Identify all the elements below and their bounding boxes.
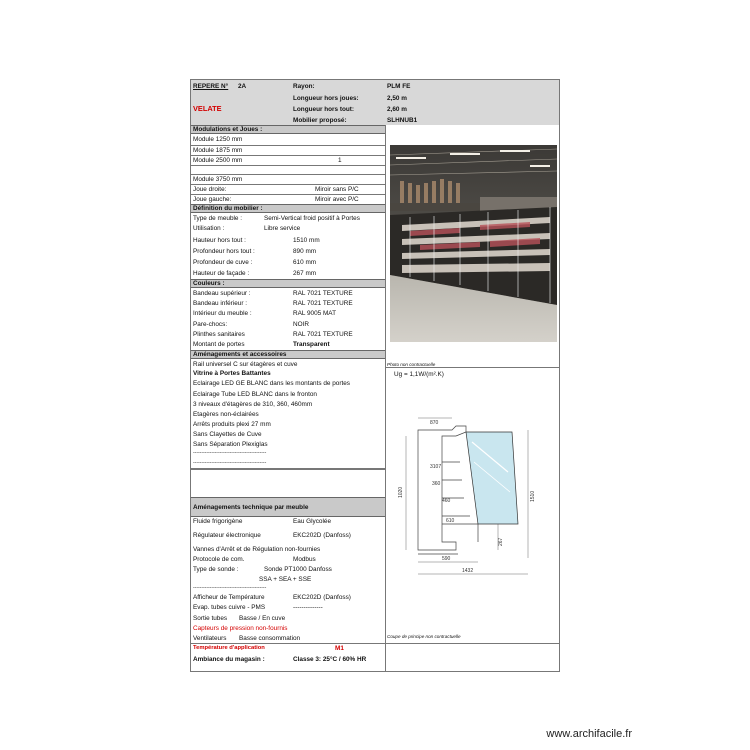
rayon-value: PLM FE [387,83,411,90]
sortie-value: Basse / En cuve [239,615,286,622]
amenagement-line: Eclairage LED GE BLANC dans les montants de portes [193,380,351,387]
temperature-value: M1 [335,645,344,652]
hauteur-label: Hauteur hors tout : [193,237,246,244]
protocole-value: Modbus [293,556,316,563]
ambiance-value: Classe 3: 25°C / 60% HR [293,656,367,663]
mobilier-value: SLHNUB1 [387,117,418,124]
section-couleurs: Couleurs : [191,279,385,288]
row-line [191,155,385,156]
longueur-joues-value: 2,50 m [387,95,407,102]
row-line [191,174,385,175]
profondeur-value: 890 mm [293,248,317,255]
couleur-value: RAL 7021 TEXTURE [293,331,353,338]
brand-name: VELATE [193,104,222,113]
row-line [191,184,385,185]
profondeur-cuve-value: 610 mm [293,259,317,266]
dash-line: -------------------------------------------- [193,460,267,466]
longueur-tout-label: Longueur hors tout: [293,106,355,113]
fluide-value: Eau Glycolée [293,518,332,525]
cabinet-outline [418,426,466,550]
amenagement-line: Sans Clayettes de Cuve [193,431,262,438]
longueur-joues-label: Longueur hors joues: [293,95,359,102]
type-label: Type de meuble : [193,215,243,222]
section-amenagements: Aménagements et accessoires [191,350,385,359]
header-band [191,80,559,125]
amenagement-line: Arrêts produits plexi 27 mm [193,421,271,428]
capteurs-line: Capteurs de pression non-fournis [193,625,288,632]
amenagement-line: Eclairage Tube LED BLANC dans le fronton [193,391,317,398]
dim-360: 360 [432,481,441,487]
section-definition: Définition du mobilier : [191,204,385,213]
amenagement-line: Sans Séparation Plexiglas [193,441,268,448]
dim-267: 267 [498,537,504,546]
ug-value: Ug = 1,1W/(m².K) [394,371,444,378]
ambiance-label: Ambiance du magasin : [193,656,265,663]
section-modulations: Modulations et Joues : [191,125,385,134]
amenagement-line: Etagères non-éclairées [193,411,259,418]
dim-1020: 1020 [398,486,404,498]
couleur-value: Transparent [293,341,330,348]
utilisation-label: Utilisation : [193,225,225,232]
couleur-value: RAL 7021 TEXTURE [293,300,353,307]
amenagement-line: 3 niveaux d'étagères de 310, 360, 460mm [193,401,313,408]
column-divider [385,125,386,672]
dim-top: 870 [430,420,439,426]
couleur-label: Bandeau supérieur : [193,290,251,297]
dim-3107: 3107 [430,464,442,470]
couleur-label: Pare-chocs: [193,321,228,328]
regulateur-value: EKC202D (Danfoss) [293,532,351,539]
sortie-label: Sortie tubes [193,615,228,622]
section-rule [191,468,385,470]
couleur-value: RAL 7021 TEXTURE [293,290,353,297]
joue-droite-value: Miroir sans P/C [315,186,359,193]
couleur-label: Intérieur du meuble : [193,310,252,317]
joue-gauche-label: Joue gauche: [193,196,232,203]
afficheur-value: EKC202D (Danfoss) [293,594,351,601]
row-line [191,165,385,166]
module-2500: Module 2500 mm [193,157,243,164]
dim-1432: 1432 [462,568,474,574]
sonde-label: Type de sonde : [193,566,239,573]
dim-460: 460 [442,498,451,504]
product-photo [390,145,557,342]
ventilateurs-value: Basse consommation [239,635,301,642]
vannes-line: Vannes d'Arrêt et de Régulation non-fournies [193,546,321,553]
longueur-tout-value: 2,60 m [387,106,407,113]
couleur-label: Montant de portes [193,341,245,348]
dim-1510: 1510 [530,490,536,502]
product-photo-image [390,145,557,342]
dash-line: -------------------------------------------- [193,585,267,591]
mobilier-label: Mobilier proposé: [293,117,347,124]
couleur-label: Plinthes sanitaires [193,331,245,338]
sonde-value-2: SSA + SEA + SSE [259,576,312,583]
site-credit: www.archifacile.fr [546,728,632,740]
profondeur-label: Profondeur hors tout : [193,248,255,255]
row-line [191,194,385,195]
evap-value: -------------- [293,604,323,611]
joue-droite-label: Joue droite: [193,186,227,193]
amenagement-line: Vitrine à Portes Battantes [193,370,271,377]
section-technique: Aménagements technique par meuble [191,497,385,517]
footer-rule [191,643,559,644]
rayon-label: Rayon: [293,83,315,90]
sonde-value: Sonde PT1000 Danfoss [264,566,332,573]
protocole-label: Protocole de com. [193,556,245,563]
module-1875: Module 1875 mm [193,147,243,154]
facade-value: 267 mm [293,270,317,277]
facade-label: Hauteur de façade : [193,270,250,277]
cross-section-drawing [396,412,556,588]
hauteur-value: 1510 mm [293,237,320,244]
utilisation-value: Libre service [264,225,301,232]
drawing-caption: Coupe de principe non contractuelle [387,634,461,639]
couleur-value: RAL 9005 MAT [293,310,336,317]
profondeur-cuve-label: Profondeur de cuve : [193,259,253,266]
evap-label: Evap. tubes cuivre - PMS [193,604,266,611]
dim-590: 590 [442,556,451,562]
photo-caption: Photo non contractuelle [387,362,436,367]
module-3750: Module 3750 mm [193,176,243,183]
row-line [191,145,385,146]
repere-label: REPERE N° [193,83,229,90]
dim-610: 610 [446,518,455,524]
amenagement-line: Rail universel C sur étagères et cuve [193,361,298,368]
joue-gauche-value: Miroir avec P/C [315,196,359,203]
door-glass [466,432,518,524]
temperature-label: Température d'application [193,645,265,651]
fluide-label: Fluide frigorigène [193,518,243,525]
dash-line: -------------------------------------------- [193,450,267,456]
couleur-label: Bandeau inférieur : [193,300,248,307]
couleur-value: NOIR [293,321,309,328]
regulateur-label: Régulateur électronique [193,532,261,539]
repere-value: 2A [238,83,247,90]
module-2500-qty: 1 [338,157,342,164]
afficheur-label: Afficheur de Température [193,594,265,601]
module-1250: Module 1250 mm [193,136,243,143]
ventilateurs-label: Ventilateurs [193,635,227,642]
type-value: Semi-Vertical froid positif à Portes [264,215,360,222]
